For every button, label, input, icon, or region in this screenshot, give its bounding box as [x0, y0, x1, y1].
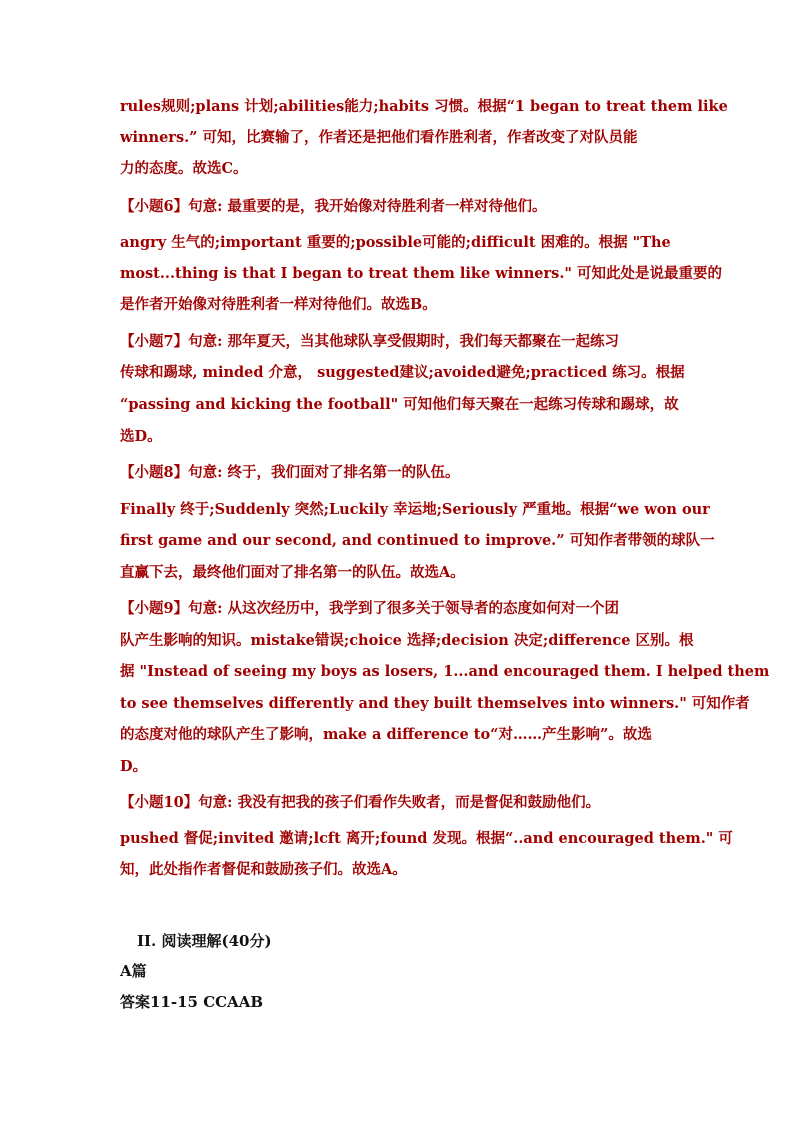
text-line: angry 生气的;important 重要的;possible可能的;difficult 困难的。根据 "The: [120, 234, 671, 251]
text-line: 选D。: [120, 428, 162, 445]
text-line: 据 "Instead of seeing my boys as losers, 1...and encouraged them. I helped them: [120, 663, 770, 680]
text-line: 力的态度。故选C。: [120, 160, 248, 177]
text-line: to see themselves differently and they built themselves into winners." 可知作者: [120, 695, 750, 712]
text-line: 的态度对他的球队产生了影响，make a difference to“对……产生影响”。故选: [120, 726, 652, 743]
text-line: first game and our second, and continued to improve.” 可知作者带领的球队一: [120, 532, 715, 549]
question-7-heading: 【小题7】句意: 那年夏天，当其他球队享受假期时，我们每天都聚在一起练习: [120, 333, 619, 350]
text-line: Finally 终于;Suddenly 突然;Luckily 幸运地;Seriously 严重地。根据“we won our: [120, 501, 710, 518]
text-line: 直赢下去，最终他们面对了排名第一的队伍。故选A。: [120, 564, 465, 581]
answer-key: 答案11-15 CCAAB: [120, 993, 264, 1011]
question-10-heading: 【小题10】句意: 我没有把我的孩子们看作失败者，而是督促和鼓励他们。: [120, 794, 601, 811]
text-line: 队产生影响的知识。mistake错误;choice 选择;decision 决定;difference 区别。根: [120, 632, 694, 649]
text-line: most...thing is that I began to treat them like winners." 可知此处是说最重要的: [120, 265, 722, 282]
section-heading: II. 阅读理解(40分): [137, 932, 272, 950]
text-line: pushed 督促;invited 邀请;lcft 离开;found 发现。根据“..and encouraged them." 可: [120, 830, 733, 847]
text-line: “passing and kicking the football" 可知他们每天聚在一起练习传球和踢球，故: [120, 396, 679, 413]
passage-label: A篇: [120, 962, 147, 980]
question-9-heading: 【小题9】句意: 从这次经历中，我学到了很多关于领导者的态度如何对一个团: [120, 600, 619, 617]
text-line: winners.” 可知，比赛输了，作者还是把他们看作胜利者，作者改变了对队员能: [120, 129, 638, 146]
text-line: 传球和踢球, minded 介意， suggested建议;avoided避免;practiced 练习。根据: [120, 364, 685, 381]
question-8-heading: 【小题8】句意: 终于，我们面对了排名第一的队伍。: [120, 464, 460, 481]
text-line: 知，此处指作者督促和鼓励孩子们。故选A。: [120, 861, 407, 878]
text-line: 是作者开始像对待胜利者一样对待他们。故选B。: [120, 296, 437, 313]
question-6-heading: 【小题6】句意: 最重要的是，我开始像对待胜利者一样对待他们。: [120, 198, 547, 215]
text-line: rules规则;plans 计划;abilities能力;habits 习惯。根据“1 began to treat them like: [120, 98, 728, 115]
text-line: D。: [120, 758, 148, 775]
